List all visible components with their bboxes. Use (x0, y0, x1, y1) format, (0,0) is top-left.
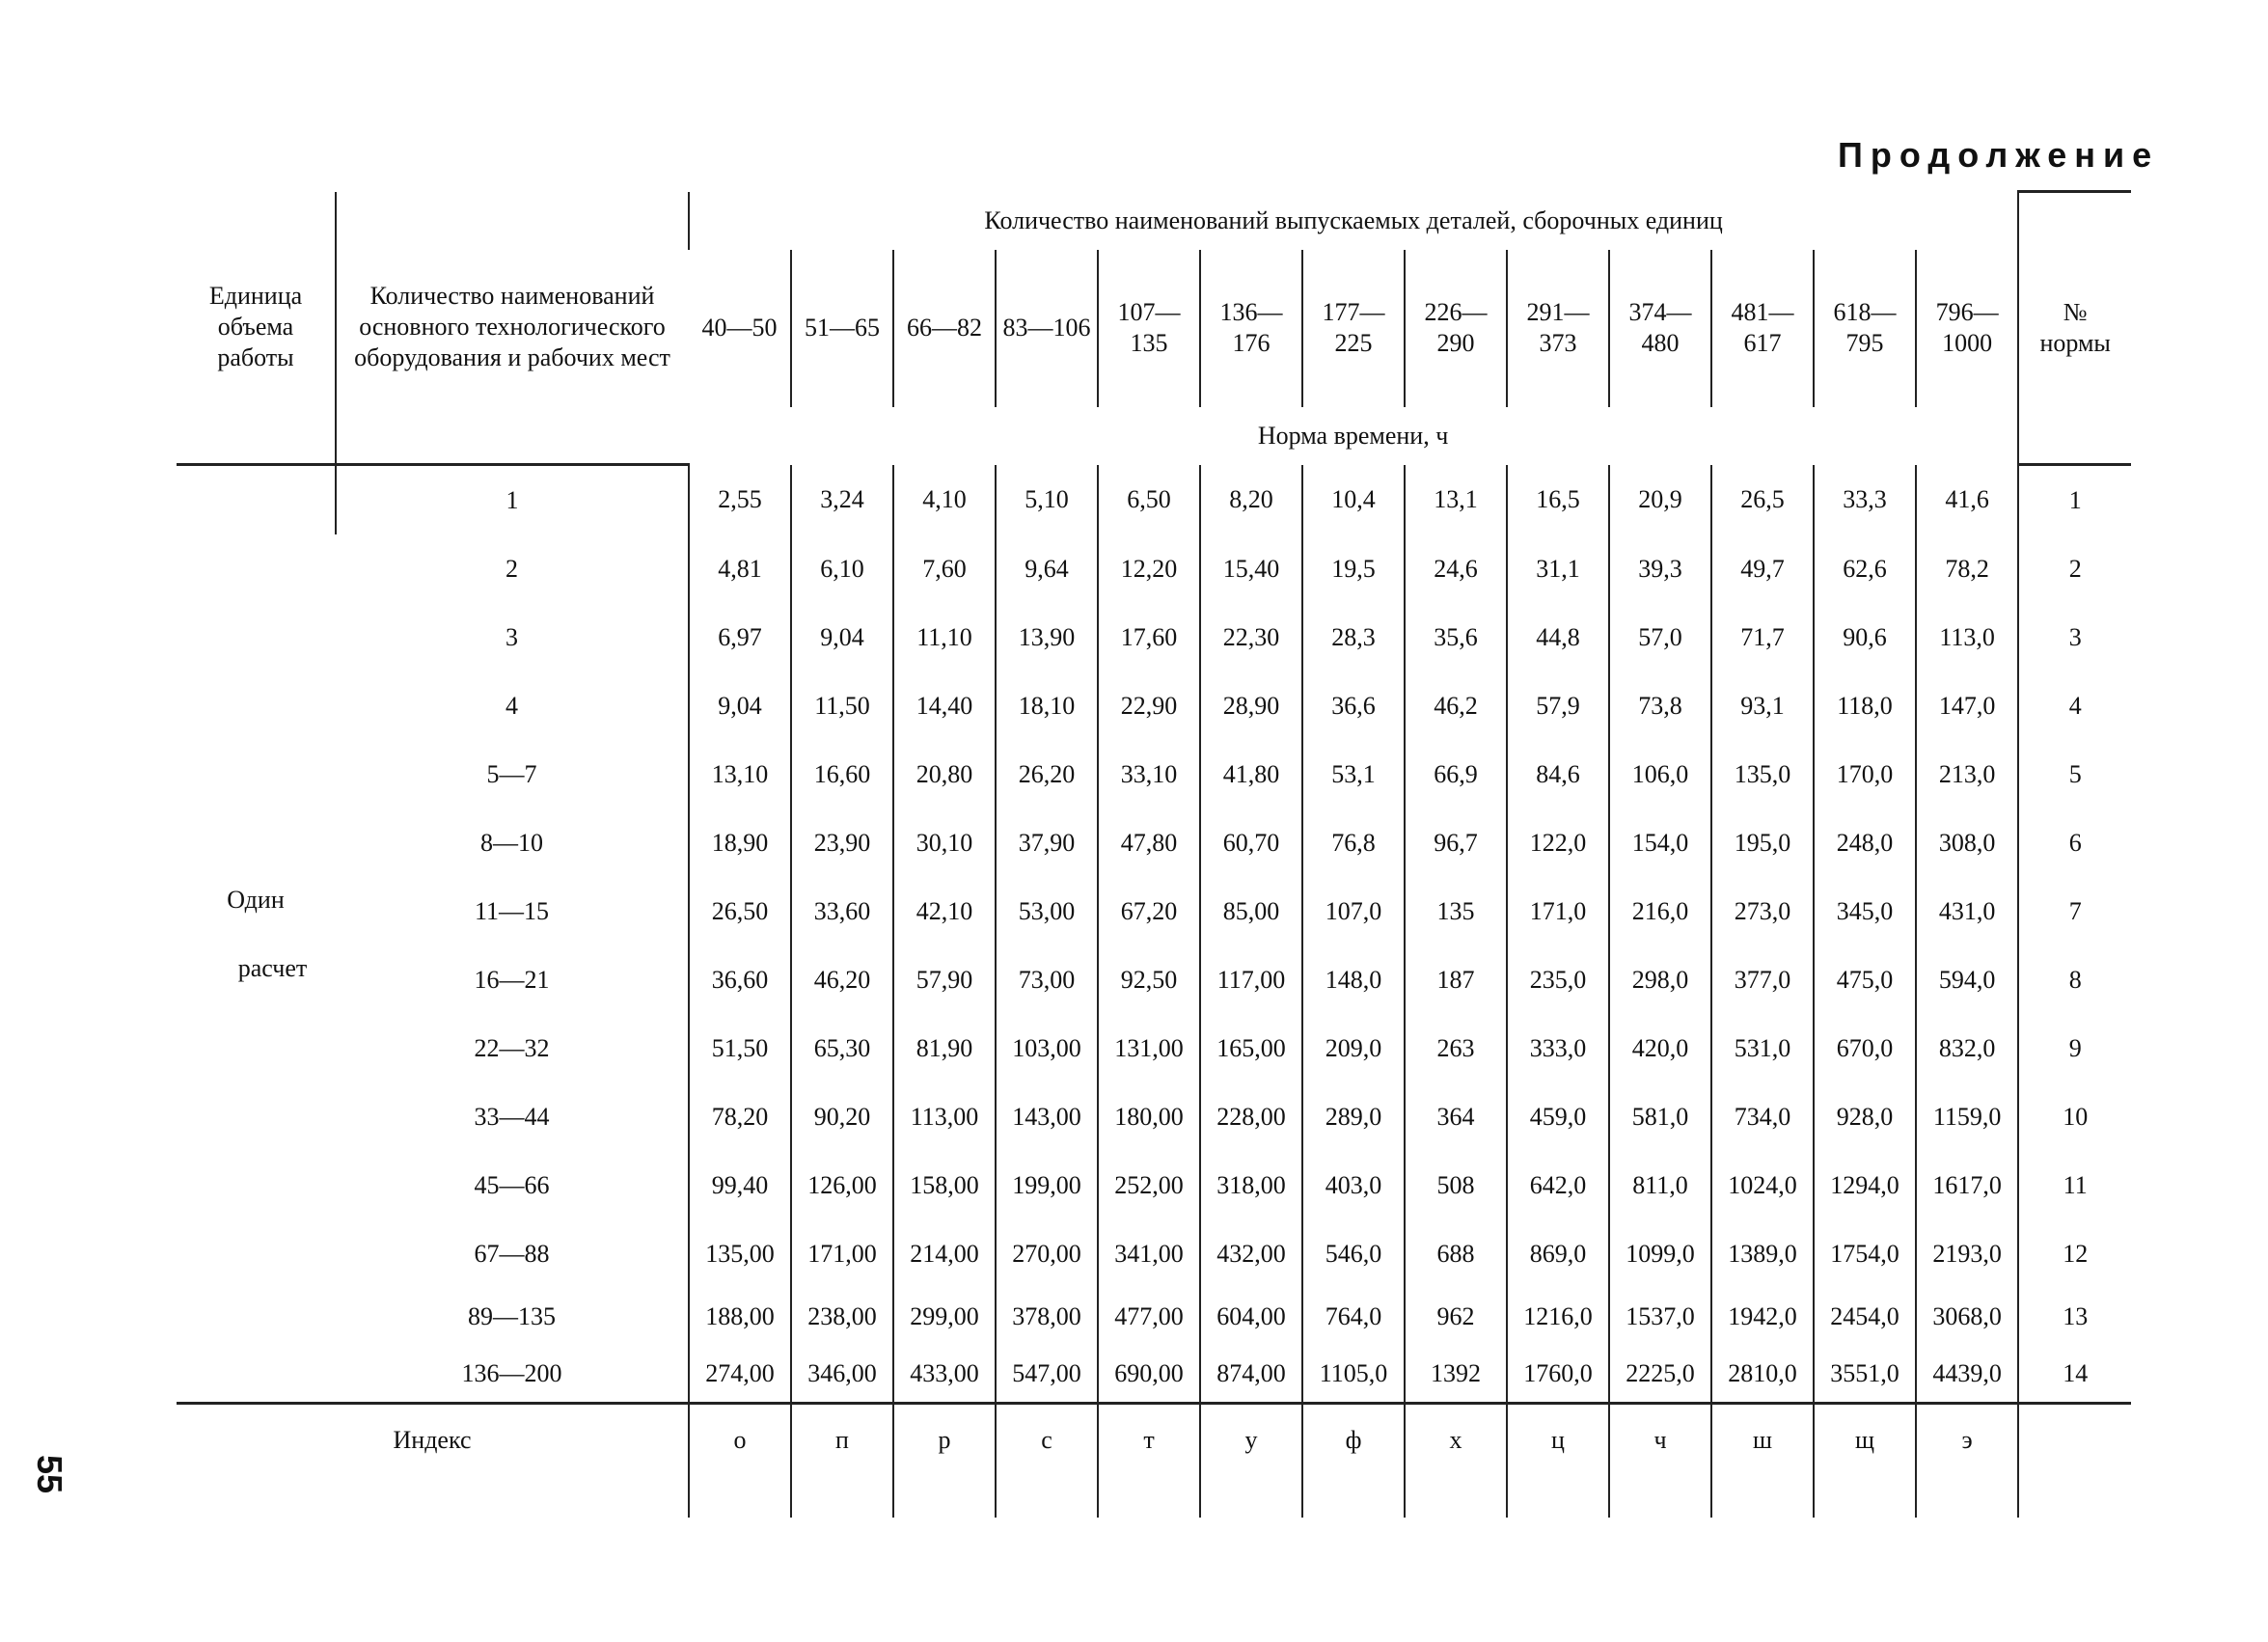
norm-value-cell: 57,0 (1609, 603, 1711, 671)
norm-value-cell: 364 (1405, 1082, 1507, 1151)
norm-value-cell: 106,0 (1609, 740, 1711, 808)
norm-value-cell: 51,50 (689, 1014, 791, 1082)
norm-value-cell: 53,00 (996, 877, 1098, 945)
norm-value-cell: 214,00 (893, 1219, 996, 1288)
norm-value-cell: 118,0 (1814, 671, 1916, 740)
norm-value-cell: 154,0 (1609, 808, 1711, 877)
norm-value-cell: 333,0 (1507, 1014, 1609, 1082)
norm-value-cell: 85,00 (1200, 877, 1302, 945)
norm-value-cell: 26,20 (996, 740, 1098, 808)
equipment-count-cell: 1 (336, 465, 689, 535)
norm-value-cell: 1392 (1405, 1345, 1507, 1404)
norm-value-cell: 36,6 (1302, 671, 1405, 740)
norm-value-cell: 66,9 (1405, 740, 1507, 808)
norm-value-cell: 213,0 (1916, 740, 2018, 808)
norm-value-cell: 170,0 (1814, 740, 1916, 808)
norm-value-cell: 6,10 (791, 534, 893, 603)
norm-time-header: Норма времени, ч (1257, 421, 1449, 450)
index-letter-cell: щ (1814, 1404, 1916, 1519)
norm-number-cell: 12 (2018, 1219, 2131, 1288)
index-empty-cell (2018, 1404, 2131, 1519)
norm-value-cell: 9,04 (689, 671, 791, 740)
norm-value-cell: 235,0 (1507, 945, 1609, 1014)
norm-value-cell: 273,0 (1711, 877, 1814, 945)
norm-value-cell: 2,55 (689, 465, 791, 535)
norm-value-cell: 23,90 (791, 808, 893, 877)
norm-value-cell: 49,7 (1711, 534, 1814, 603)
norm-value-cell: 90,6 (1814, 603, 1916, 671)
norm-value-cell: 33,60 (791, 877, 893, 945)
norm-value-cell: 135 (1405, 877, 1507, 945)
norm-value-cell: 24,6 (1405, 534, 1507, 603)
unit-header: Единица объема работы (177, 192, 336, 465)
table-row (177, 1082, 2131, 1151)
norm-value-cell: 1942,0 (1711, 1288, 1814, 1345)
norm-value-cell: 547,00 (996, 1345, 1098, 1404)
equipment-count-cell: 33—44 (474, 1102, 550, 1131)
norm-value-cell: 289,0 (1302, 1082, 1405, 1151)
norm-value-cell: 84,6 (1507, 740, 1609, 808)
equipment-count-cell: 45—66 (474, 1170, 550, 1199)
equipment-count-cell: 89—135 (468, 1301, 556, 1330)
norm-value-cell: 13,90 (996, 603, 1098, 671)
norm-value-cell: 18,90 (689, 808, 791, 877)
norm-value-cell: 188,00 (689, 1288, 791, 1345)
equipment-count-cell: 3 (506, 622, 518, 651)
norm-value-cell: 3068,0 (1916, 1288, 2018, 1345)
norm-value-cell: 1294,0 (1814, 1151, 1916, 1219)
table-row (177, 534, 2131, 603)
norm-value-cell: 209,0 (1302, 1014, 1405, 1082)
norm-value-cell: 195,0 (1711, 808, 1814, 877)
norm-value-cell: 16,60 (791, 740, 893, 808)
norm-value-cell: 19,5 (1302, 534, 1405, 603)
table-row (177, 877, 2131, 945)
norm-number-cell: 9 (2018, 1014, 2131, 1082)
equipment-count-cell: 11—15 (474, 896, 550, 925)
norm-value-cell: 76,8 (1302, 808, 1405, 877)
index-letter-cell: ч (1609, 1404, 1711, 1519)
norm-value-cell: 107,0 (1302, 877, 1405, 945)
norm-value-cell: 33,10 (1098, 740, 1200, 808)
norm-value-cell: 345,0 (1814, 877, 1916, 945)
norm-value-cell: 238,00 (791, 1288, 893, 1345)
norm-value-cell: 299,00 (893, 1288, 996, 1345)
norm-value-cell: 2810,0 (1711, 1345, 1814, 1404)
norm-value-cell: 1105,0 (1302, 1345, 1405, 1404)
norm-no-header: № нормы (2018, 192, 2131, 465)
norm-value-cell: 8,20 (1200, 465, 1302, 535)
range-header: 51—65 (791, 250, 893, 407)
norm-value-cell: 148,0 (1302, 945, 1405, 1014)
range-header: 291—373 (1507, 250, 1609, 407)
norm-value-cell: 7,60 (893, 534, 996, 603)
norm-value-cell: 67,20 (1098, 877, 1200, 945)
table-row (177, 1151, 2131, 1219)
norm-value-cell: 4439,0 (1916, 1345, 2018, 1404)
unit-text-line: Один (227, 886, 285, 914)
norm-value-cell: 1617,0 (1916, 1151, 2018, 1219)
table-row (177, 808, 2131, 877)
norm-value-cell: 6,50 (1098, 465, 1200, 535)
norm-number-cell: 4 (2018, 671, 2131, 740)
equipment-count-cell: 8—10 (480, 828, 543, 857)
equipment-count-cell: 2 (506, 554, 518, 583)
index-letter-cell: ц (1507, 1404, 1609, 1519)
norm-value-cell: 30,10 (893, 808, 996, 877)
norm-number-cell: 11 (2018, 1151, 2131, 1219)
norm-value-cell: 228,00 (1200, 1082, 1302, 1151)
norm-value-cell: 270,00 (996, 1219, 1098, 1288)
norm-value-cell: 9,04 (791, 603, 893, 671)
range-header: 177—225 (1302, 250, 1405, 407)
norm-value-cell: 377,0 (1711, 945, 1814, 1014)
norm-value-cell: 1537,0 (1609, 1288, 1711, 1345)
table-row (177, 465, 2131, 535)
norm-value-cell: 432,00 (1200, 1219, 1302, 1288)
norm-number-cell: 13 (2018, 1288, 2131, 1345)
norm-value-cell: 187 (1405, 945, 1507, 1014)
norm-value-cell: 180,00 (1098, 1082, 1200, 1151)
norm-value-cell: 31,1 (1507, 534, 1609, 603)
norm-value-cell: 13,1 (1405, 465, 1507, 535)
norms-table (177, 190, 2131, 1518)
norm-number-cell: 1 (2018, 465, 2131, 535)
continuation-label: Продолжение (1838, 135, 2160, 175)
norm-value-cell: 57,90 (893, 945, 996, 1014)
norm-value-cell: 92,50 (1098, 945, 1200, 1014)
norm-value-cell: 171,00 (791, 1219, 893, 1288)
norm-value-cell: 11,50 (791, 671, 893, 740)
norm-value-cell: 604,00 (1200, 1288, 1302, 1345)
norm-number-cell: 6 (2018, 808, 2131, 877)
norm-value-cell: 9,64 (996, 534, 1098, 603)
norm-value-cell: 642,0 (1507, 1151, 1609, 1219)
norm-value-cell: 459,0 (1507, 1082, 1609, 1151)
norm-value-cell: 2193,0 (1916, 1219, 2018, 1288)
norm-value-cell: 46,20 (791, 945, 893, 1014)
norm-value-cell: 199,00 (996, 1151, 1098, 1219)
norm-value-cell: 433,00 (893, 1345, 996, 1404)
norm-value-cell: 165,00 (1200, 1014, 1302, 1082)
index-letter-cell: т (1098, 1404, 1200, 1519)
norm-value-cell: 869,0 (1507, 1219, 1609, 1288)
norm-value-cell: 35,6 (1405, 603, 1507, 671)
norm-value-cell: 42,10 (893, 877, 996, 945)
norm-number-cell: 3 (2018, 603, 2131, 671)
norm-number-cell: 14 (2018, 1345, 2131, 1404)
table-row (177, 740, 2131, 808)
norm-number-cell: 7 (2018, 877, 2131, 945)
norm-value-cell: 4,10 (893, 465, 996, 535)
norm-value-cell: 531,0 (1711, 1014, 1814, 1082)
norm-value-cell: 1760,0 (1507, 1345, 1609, 1404)
norm-value-cell: 263 (1405, 1014, 1507, 1082)
norm-value-cell: 78,20 (689, 1082, 791, 1151)
table-row (177, 671, 2131, 740)
norm-value-cell: 65,30 (791, 1014, 893, 1082)
norm-value-cell: 1216,0 (1507, 1288, 1609, 1345)
norm-value-cell: 99,40 (689, 1151, 791, 1219)
norm-value-cell: 298,0 (1609, 945, 1711, 1014)
norm-value-cell: 16,5 (1507, 465, 1609, 535)
norm-value-cell: 4,81 (689, 534, 791, 603)
norm-value-cell: 44,8 (1507, 603, 1609, 671)
index-row (177, 1404, 2131, 1519)
equipment-count-cell: 16—21 (474, 965, 550, 994)
norm-value-cell: 39,3 (1609, 534, 1711, 603)
norm-value-cell: 346,00 (791, 1345, 893, 1404)
norm-value-cell: 546,0 (1302, 1219, 1405, 1288)
norm-value-cell: 341,00 (1098, 1219, 1200, 1288)
count-header: Количество наименований основного технологического оборудования и рабочих мест (336, 192, 689, 465)
norm-value-cell: 318,00 (1200, 1151, 1302, 1219)
norm-value-cell: 117,00 (1200, 945, 1302, 1014)
range-header: 107—135 (1098, 250, 1200, 407)
norm-value-cell: 594,0 (1916, 945, 2018, 1014)
norm-value-cell: 274,00 (689, 1345, 791, 1404)
norm-value-cell: 131,00 (1098, 1014, 1200, 1082)
norm-value-cell: 20,80 (893, 740, 996, 808)
norm-value-cell: 28,90 (1200, 671, 1302, 740)
norm-value-cell: 113,00 (893, 1082, 996, 1151)
norm-value-cell: 431,0 (1916, 877, 2018, 945)
norm-value-cell: 73,00 (996, 945, 1098, 1014)
norm-value-cell: 22,30 (1200, 603, 1302, 671)
norm-value-cell: 962 (1405, 1288, 1507, 1345)
norm-value-cell: 1099,0 (1609, 1219, 1711, 1288)
norm-value-cell: 1159,0 (1916, 1082, 2018, 1151)
table-row (177, 1219, 2131, 1288)
norm-value-cell: 216,0 (1609, 877, 1711, 945)
norm-value-cell: 670,0 (1814, 1014, 1916, 1082)
norm-value-cell: 147,0 (1916, 671, 2018, 740)
norm-value-cell: 26,5 (1711, 465, 1814, 535)
norm-value-cell: 81,90 (893, 1014, 996, 1082)
norm-value-cell: 874,00 (1200, 1345, 1302, 1404)
norm-value-cell: 78,2 (1916, 534, 2018, 603)
norm-number-cell: 2 (2018, 534, 2131, 603)
table-row (177, 1288, 2131, 1345)
norm-value-cell: 2225,0 (1609, 1345, 1711, 1404)
norm-value-cell: 764,0 (1302, 1288, 1405, 1345)
norm-value-cell: 28,3 (1302, 603, 1405, 671)
index-letter-cell: х (1405, 1404, 1507, 1519)
norm-value-cell: 103,00 (996, 1014, 1098, 1082)
index-letter-cell: с (996, 1404, 1098, 1519)
norm-value-cell: 46,2 (1405, 671, 1507, 740)
norm-value-cell: 14,40 (893, 671, 996, 740)
norm-value-cell: 41,80 (1200, 740, 1302, 808)
norm-value-cell: 60,70 (1200, 808, 1302, 877)
page-number: 55 (30, 1455, 69, 1494)
norm-value-cell: 18,10 (996, 671, 1098, 740)
table-row (177, 945, 2131, 1014)
norm-value-cell: 252,00 (1098, 1151, 1200, 1219)
norm-value-cell: 26,50 (689, 877, 791, 945)
index-letter-cell: у (1200, 1404, 1302, 1519)
equipment-count-cell: 4 (506, 691, 518, 720)
norm-value-cell: 47,80 (1098, 808, 1200, 877)
norm-value-cell: 5,10 (996, 465, 1098, 535)
equipment-count-cell: 5—7 (486, 759, 537, 788)
norm-value-cell: 53,1 (1302, 740, 1405, 808)
norm-value-cell: 90,20 (791, 1082, 893, 1151)
unit-text-line: расчет (237, 954, 308, 982)
index-letter-cell: ш (1711, 1404, 1814, 1519)
norm-value-cell: 93,1 (1711, 671, 1814, 740)
index-letter-cell: э (1916, 1404, 2018, 1519)
norm-value-cell: 171,0 (1507, 877, 1609, 945)
index-letter-cell: о (689, 1404, 791, 1519)
range-header: 226—290 (1405, 250, 1507, 407)
norm-value-cell: 3551,0 (1814, 1345, 1916, 1404)
norm-value-cell: 126,00 (791, 1151, 893, 1219)
norm-number-cell: 8 (2018, 945, 2131, 1014)
norm-value-cell: 928,0 (1814, 1082, 1916, 1151)
index-letter-cell: ф (1302, 1404, 1405, 1519)
norm-value-cell: 12,20 (1098, 534, 1200, 603)
index-letter-cell: п (791, 1404, 893, 1519)
norm-value-cell: 420,0 (1609, 1014, 1711, 1082)
norm-value-cell: 1754,0 (1814, 1219, 1916, 1288)
range-header: 374—480 (1609, 250, 1711, 407)
norm-number-cell: 10 (2018, 1082, 2131, 1151)
norm-value-cell: 37,90 (996, 808, 1098, 877)
norm-value-cell: 248,0 (1814, 808, 1916, 877)
norm-value-cell: 143,00 (996, 1082, 1098, 1151)
unit-cell (177, 465, 336, 1404)
range-header: 83—106 (996, 250, 1098, 407)
norm-value-cell: 17,60 (1098, 603, 1200, 671)
table-row (177, 1014, 2131, 1082)
norm-value-cell: 57,9 (1507, 671, 1609, 740)
group-header: Количество наименований выпускаемых деталей, сборочных единиц (689, 192, 2018, 250)
range-header: 40—50 (701, 314, 778, 342)
norm-value-cell: 36,60 (689, 945, 791, 1014)
norm-value-cell: 158,00 (893, 1151, 996, 1219)
range-header: 481—617 (1711, 250, 1814, 407)
norm-value-cell: 135,00 (689, 1219, 791, 1288)
table-body (177, 465, 2131, 1519)
norm-value-cell: 62,6 (1814, 534, 1916, 603)
index-letter-cell: р (893, 1404, 996, 1519)
norm-value-cell: 403,0 (1302, 1151, 1405, 1219)
equipment-count-cell: 67—88 (474, 1239, 550, 1268)
range-header: 136—176 (1200, 250, 1302, 407)
norm-value-cell: 475,0 (1814, 945, 1916, 1014)
norm-value-cell: 73,8 (1609, 671, 1711, 740)
norm-value-cell: 690,00 (1098, 1345, 1200, 1404)
range-header: 796—1000 (1916, 250, 2018, 407)
norm-value-cell: 1024,0 (1711, 1151, 1814, 1219)
norm-value-cell: 135,0 (1711, 740, 1814, 808)
norm-value-cell: 20,9 (1609, 465, 1711, 535)
norm-value-cell: 96,7 (1405, 808, 1507, 877)
norm-value-cell: 508 (1405, 1151, 1507, 1219)
norm-value-cell: 6,97 (689, 603, 791, 671)
norm-value-cell: 2454,0 (1814, 1288, 1916, 1345)
norm-value-cell: 1389,0 (1711, 1219, 1814, 1288)
norm-value-cell: 113,0 (1916, 603, 2018, 671)
table-row (177, 1345, 2131, 1404)
norm-value-cell: 11,10 (893, 603, 996, 671)
index-label: Индекс (393, 1426, 472, 1454)
norm-value-cell: 811,0 (1609, 1151, 1711, 1219)
norm-value-cell: 71,7 (1711, 603, 1814, 671)
norm-value-cell: 832,0 (1916, 1014, 2018, 1082)
equipment-count-cell: 136—200 (336, 1345, 689, 1404)
norm-value-cell: 581,0 (1609, 1082, 1711, 1151)
norm-value-cell: 734,0 (1711, 1082, 1814, 1151)
norm-value-cell: 22,90 (1098, 671, 1200, 740)
table-row (177, 603, 2131, 671)
norm-value-cell: 122,0 (1507, 808, 1609, 877)
norm-value-cell: 13,10 (689, 740, 791, 808)
norm-value-cell: 33,3 (1814, 465, 1916, 535)
norm-value-cell: 41,6 (1916, 465, 2018, 535)
norm-value-cell: 378,00 (996, 1288, 1098, 1345)
norm-value-cell: 15,40 (1200, 534, 1302, 603)
norm-number-cell: 5 (2018, 740, 2131, 808)
norm-value-cell: 477,00 (1098, 1288, 1200, 1345)
norm-value-cell: 688 (1405, 1219, 1507, 1288)
range-header: 618—795 (1814, 250, 1916, 407)
range-header: 66—82 (893, 250, 996, 407)
norm-value-cell: 10,4 (1302, 465, 1405, 535)
norm-value-cell: 308,0 (1916, 808, 2018, 877)
equipment-count-cell: 22—32 (474, 1033, 550, 1062)
norm-value-cell: 3,24 (791, 465, 893, 535)
